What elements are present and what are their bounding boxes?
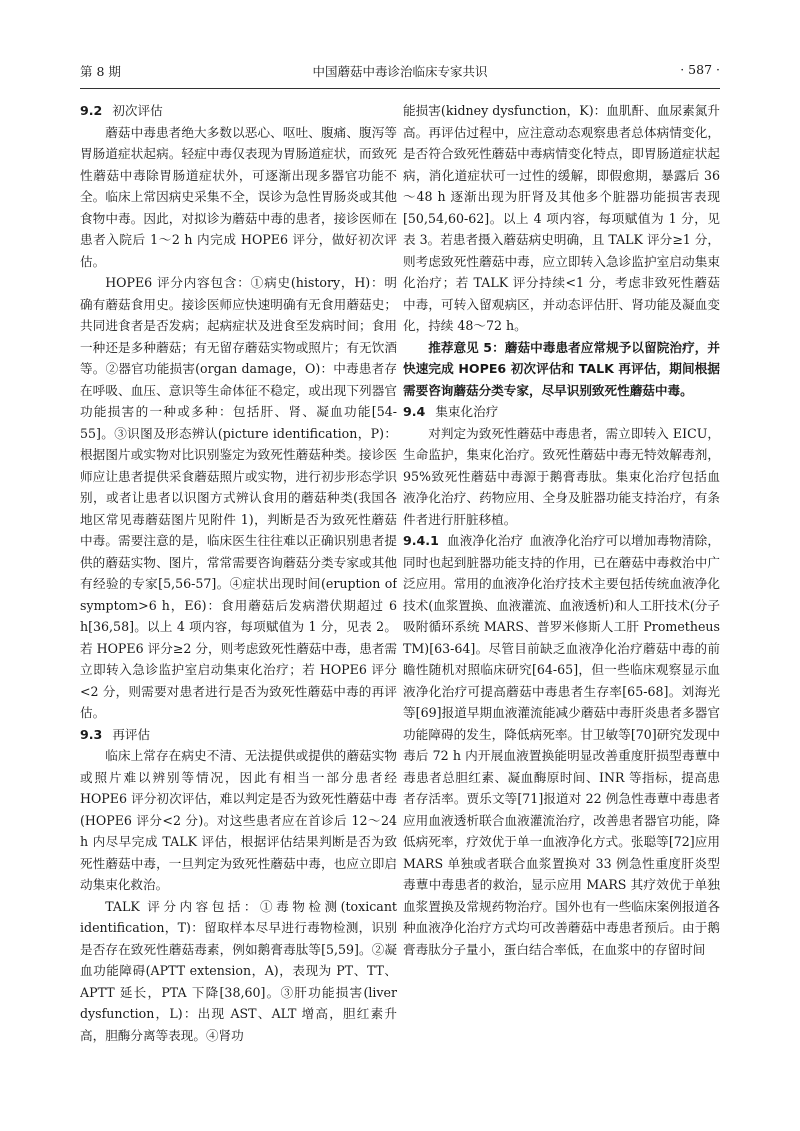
recommendation-5: 推荐意见 5：蘑菇中毒患者应常规予以留院治疗，并快速完成 HOPE6 初次评估和 TALK 再评估，期间根据需要咨询蘑菇分类专家，尽早识别致死性蘑菇中毒。 (403, 339, 720, 398)
running-header (80, 62, 720, 84)
paragraph: HOPE6 评分内容包含：①病史(history，H)：明确有蘑菇食用史。接诊医师应快速明确有无食用蘑菇史；共同进食者是否发病；起病症状及进食至发病时间；食用一种还是多种蘑菇；有无留存蘑菇实物或照片；有无饮酒等。②器官功能损害(organ damage，O)：中毒患者存在呼吸、血压、意识等生命体征不稳定，或出现下列器官功能损害的一种或多种：包括肝、肾、凝血功能[54-55]。③识图及形态辨认(picture identification，P)：根据图片或实物对比识别鉴定为致死性蘑菇种类。接诊医师应让患者提供采食蘑菇照片或实物，进行初步形态学识别，或者让患者以识图方式辨认食用的蘑菇种类(我国各地区常见毒蘑菇图片见附件 1)，判断是否为致死性蘑菇中毒。需要注意的是，临床医生往往难以正确识别患者提供的蘑菇实物、图片，常常需要咨询蘑菇分类专家或其他有经验的专家[5,56-57]。④症状出现时间(eruption of symptom>6 h，E6)：食用蘑菇后发病潜伏期超过 6 h[36,58]。以上 4 项内容，每项赋值为 1 分，见表 2。若 HOPE6 评分≥2 分，则考虑致死性蘑菇中毒，患者需立即转入急诊监护室启动集束化治疗；若 HOPE6 评分<2 分，则需要对患者进行是否为致死性蘑菇中毒的再评估。 (80, 275, 397, 720)
paragraph-continued: 能损害(kidney dysfunction，K)：血肌酐、血尿素氮升高。再评估过程中，应注意动态观察患者总体病情变化，是否符合致死性蘑菇中毒病情变化特点，即胃肠道症状起病，消化道症状可一过性的缓解，即假愈期，暴露后 36～48 h 逐渐出现为肝肾及其他多个脏器功能损害表现[50,54,60-62]。以上 4 项内容，每项赋值为 1 分，见表 3。若患者摄入蘑菇病史明确，且 TALK 评分≥1 分，则考虑致死性蘑菇中毒，应立即转入急诊监护室启动集束化治疗；若 TALK 评分持续<1 分，考虑非致死性蘑菇中毒，可转入留观病区，并动态评估肝、肾功能及凝血变化，持续 48～72 h。 (403, 103, 720, 333)
section-title: 集束化治疗 (435, 404, 499, 419)
header-rule (80, 88, 720, 89)
paragraph: 临床上常存在病史不清、无法提供或提供的蘑菇实物或照片难以辨别等情况，因此有相当一部分患者经 HOPE6 评分初次评估，难以判定是否为致死性蘑菇中毒(HOPE6 评分<2 分)。对这些患者应在首诊后 12～24 h 内尽早完成 TALK 评估，根据评估结果判断是否为致死性蘑菇中毒，一旦判定为致死性蘑菇中毒，也应立即启动集束化救治。 (80, 748, 397, 892)
section-title: 再评估 (112, 726, 151, 742)
paragraph: 蘑菇中毒患者绝大多数以恶心、呕吐、腹痛、腹泻等胃肠道症状起病。轻症中毒仅表现为胃肠道症状，而致死性蘑菇中毒除胃肠道症状外，可逐渐出现多器官功能不全。临床上常因病史采集不全，误诊为急性胃肠炎或其他食物中毒。因此，对拟诊为蘑菇中毒的患者，接诊医师在患者入院后 1～2 h 内完成 HOPE6 评分，做好初次评估。 (80, 124, 397, 269)
left-column (80, 100, 397, 1110)
section-number: 9.4 (403, 404, 426, 419)
section-heading-9-2 (80, 100, 397, 122)
section-heading-9-3 (80, 724, 397, 746)
page-number: · 587 · (680, 62, 720, 77)
section-number: 9.2 (80, 103, 103, 118)
paragraph: TALK 评分内容包括：①毒物检测(toxicant identification，T)：留取样本尽早进行毒物检测，识别是否存在致死性蘑菇毒素，例如鹅膏毒肽等[5,59]。②凝血功能障碍(APTT extension，A)，表现为 PT、TT、APTT 延长，PTA 下降[38,60]。③肝功能损害(liver dysfunction，L)：出现 AST、ALT 增高，胆红素升高，胆酶分离等表现。④肾功 (80, 898, 397, 1043)
journal-title: 中国蘑菇中毒诊治临床专家共识 (312, 64, 488, 79)
issue-number: 第 8 期 (80, 64, 121, 79)
section-title: 初次评估 (112, 103, 163, 118)
section-number: 9.3 (80, 726, 103, 742)
section-heading-9-4 (403, 401, 720, 423)
right-column (403, 100, 720, 1110)
subsection-title: 血液净化治疗 (446, 533, 524, 548)
subsection-number: 9.4.1 (403, 533, 439, 548)
paragraph: 对判定为致死性蘑菇中毒患者，需立即转入 EICU，生命监护，集束化治疗。致死性蘑菇中毒无特效解毒剂，95%致死性蘑菇中毒源于鹅膏毒肽。集束化治疗包括血液净化治疗、药物应用、全身及脏器功能支持治疗，有条件者进行肝脏移植。 (403, 425, 720, 527)
subsection-text: 血液净化治疗可以增加毒物清除，同时也起到脏器功能支持的作用，已在蘑菇中毒救治中广泛应用。常用的血液净化治疗技术主要包括传统血液净化技术(血浆置换、血液灌流、血液透析)和人工肝技术(分子吸附循环系统 MARS、普罗米修斯人工肝 Prometheus TM)[63-64]。尽管目前缺乏血液净化治疗蘑菇中毒的前瞻性随机对照临床研究[64-65]，但一些临床观察显示血液净化治疗可提高蘑菇中毒患者生存率[65-68]。刘海光等[69]报道早期血液灌流能减少蘑菇中毒肝炎患者多器官功能障碍的发生，降低病死率。甘卫敏等[70]研究发现中毒后 72 h 内开展血液置换能明显改善重度肝损型毒蕈中毒患者总胆红素、凝血酶原时间、INR 等指标，提高患者存活率。贾乐文等[71]报道对 22 例急性毒蕈中毒患者应用血液透析联合血液灌流治疗，改善患者器官功能，降低病死率，疗效优于单一血液净化方式。张聪等[72]应用 MARS 单独或者联合血浆置换对 33 例急性重度肝炎型毒蕈中毒患者的救治，显示应用 MARS 其疗效优于单独血浆置换及常规药物治疗。国外也有一些临床案例报道各种血液净化治疗方式均可改善蘑菇中毒患者预后。由于鹅膏毒肽分子量小，蛋白结合率低，在血浆中的存留时间 (403, 533, 720, 957)
paragraph-9-4-1 (403, 530, 720, 960)
